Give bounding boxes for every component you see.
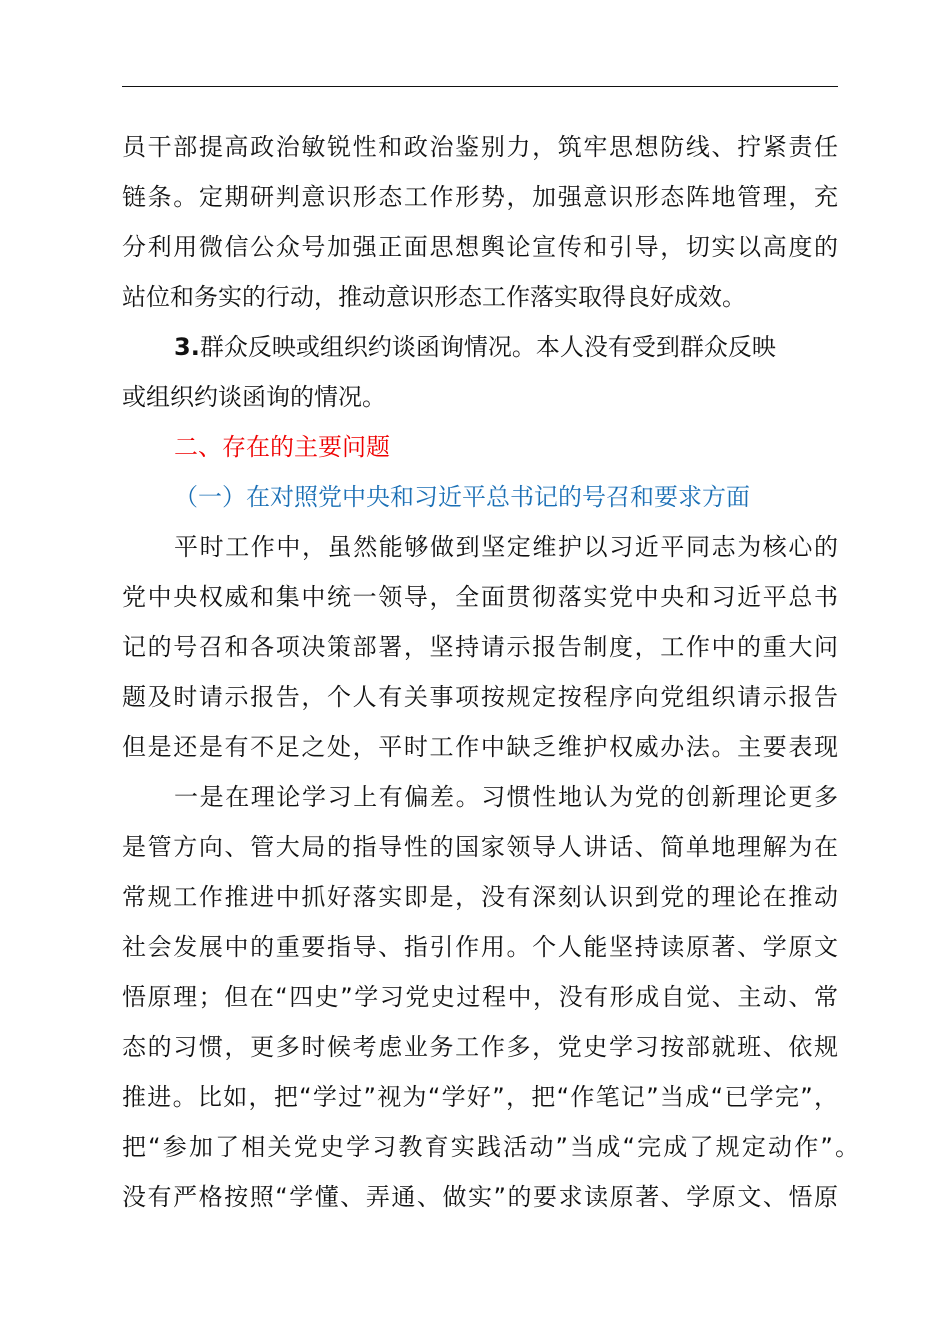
body-line: 态的习惯，更多时候考虑业务工作多，党史学习按部就班、依规 bbox=[122, 1033, 838, 1061]
body-line: 或组织约谈函询的情况。 bbox=[122, 383, 386, 411]
subsection-heading: （一）在对照党中央和习近平总书记的号召和要求方面 bbox=[174, 483, 750, 511]
section-heading: 二、存在的主要问题 bbox=[174, 433, 390, 461]
body-line: 题及时请示报告，个人有关事项按规定按程序向党组织请示报告 bbox=[122, 683, 838, 711]
item-text: 群众反映或组织约谈函询情况。本人没有受到群众反映 bbox=[199, 333, 776, 361]
body-line: 一是在理论学习上有偏差。习惯性地认为党的创新理论更多 bbox=[174, 783, 838, 811]
body-line: 推进。比如，把“学过”视为“学好”，把“作笔记”当成“已学完”， bbox=[122, 1083, 838, 1111]
body-line: 常规工作推进中抓好落实即是，没有深刻认识到党的理论在推动 bbox=[122, 883, 838, 911]
body-line: 没有严格按照“学懂、弄通、做实”的要求读原著、学原文、悟原 bbox=[122, 1183, 838, 1211]
body-line: 员干部提高政治敏锐性和政治鉴别力，筑牢思想防线、拧紧责任 bbox=[122, 133, 838, 161]
body-line: 分利用微信公众号加强正面思想舆论宣传和引导，切实以高度的 bbox=[122, 233, 838, 261]
body-line: 记的号召和各项决策部署，坚持请示报告制度，工作中的重大问 bbox=[122, 633, 838, 661]
item-3-line bbox=[174, 331, 776, 363]
body-line: 站位和务实的行动，推动意识形态工作落实取得良好成效。 bbox=[122, 283, 746, 311]
body-line: 把“参加了相关党史学习教育实践活动”当成“完成了规定动作”。 bbox=[122, 1133, 859, 1161]
item-number: 3. bbox=[174, 333, 200, 361]
body-line: 但是还是有不足之处，平时工作中缺乏维护权威办法。主要表现 bbox=[122, 733, 838, 761]
body-line: 链条。定期研判意识形态工作形势，加强意识形态阵地管理，充 bbox=[122, 183, 838, 211]
body-line: 社会发展中的重要指导、指引作用。个人能坚持读原著、学原文 bbox=[122, 933, 838, 961]
body-line: 平时工作中，虽然能够做到坚定维护以习近平同志为核心的 bbox=[174, 533, 838, 561]
body-line: 党中央权威和集中统一领导，全面贯彻落实党中央和习近平总书 bbox=[122, 583, 838, 611]
body-line: 悟原理；但在“四史”学习党史过程中，没有形成自觉、主动、常 bbox=[122, 983, 838, 1011]
header-rule bbox=[122, 86, 838, 87]
body-line: 是管方向、管大局的指导性的国家领导人讲话、简单地理解为在 bbox=[122, 833, 838, 861]
